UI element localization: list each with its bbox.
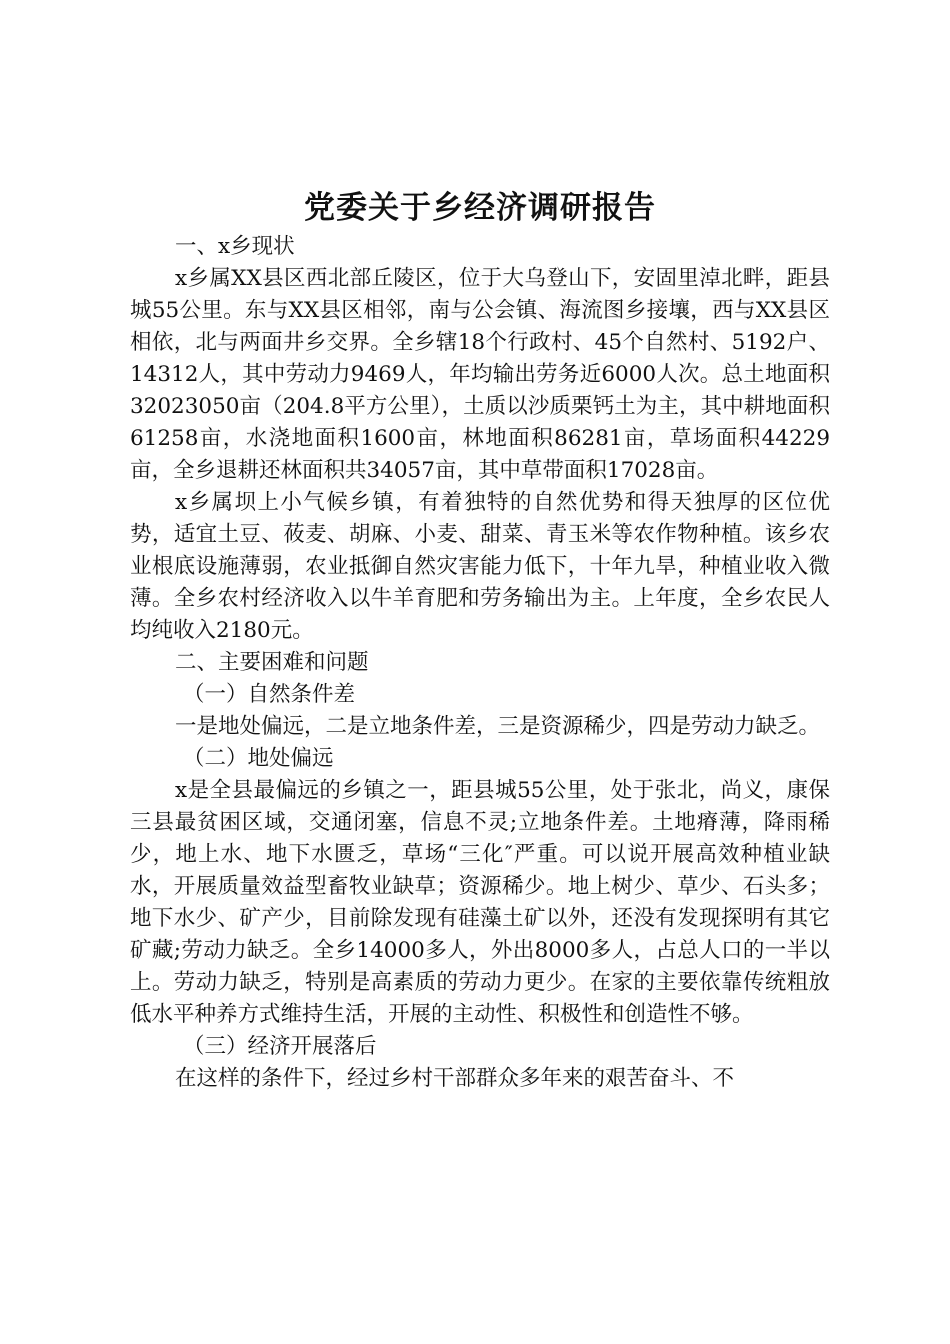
document-title: 党委关于乡经济调研报告 xyxy=(304,190,656,226)
subsection-heading: （二）地处偏远 xyxy=(183,746,334,771)
section-heading: 二、主要困难和问题 xyxy=(175,650,369,675)
paragraph: x乡属XX县区西北部丘陵区，位于大乌登山下，安固里淖北畔，距县城55公里。东与XX县区相邻，南与公会镇、海流图乡接壤，西与XX县区相依，北与两面井乡交界。全乡辖18个行政村、45个自然村、5192户、14312人，其中劳动力9469人，年均输出劳务近6000人次。总土地面积32023050亩（204.8平方公里），土质以沙质栗钙土为主，其中耕地面积61258亩，水浇地面积1600亩，林地面积86281亩，草场面积44229亩，全乡退耕还林面积共34057亩，其中草带面积17028亩。 xyxy=(130,266,830,483)
paragraph: 在这样的条件下，经过乡村干部群众多年来的艰苦奋斗、不 xyxy=(175,1066,735,1091)
paragraph: x是全县最偏远的乡镇之一，距县城55公里，处于张北，尚义，康保三县最贫困区域，交通闭塞，信息不灵;立地条件差。土地瘠薄，降雨稀少，地上水、地下水匮乏，草场“三化″严重。可以说开展高效种植业缺水，开展质量效益型畜牧业缺草；资源稀少。地上树少、草少、石头多；地下水少、矿产少，目前除发现有硅藻土矿以外，还没有发现探明有其它矿藏;劳动力缺乏。全乡14000多人，外出8000多人，占总人口的一半以上。劳动力缺乏，特别是高素质的劳动力更少。在家的主要依靠传统粗放低水平种养方式维持生活，开展的主动性、积极性和创造性不够。 xyxy=(130,778,830,1027)
subsection-heading: （一）自然条件差 xyxy=(183,682,356,707)
subsection-heading: （三）经济开展落后 xyxy=(183,1034,377,1059)
document-page xyxy=(130,185,830,1095)
paragraph: x乡属坝上小气候乡镇，有着独特的自然优势和得天独厚的区位优势，适宜土豆、莜麦、胡麻、小麦、甜菜、青玉米等农作物种植。该乡农业根底设施薄弱，农业抵御自然灾害能力低下，十年九旱，种植业收入微薄。全乡农村经济收入以牛羊育肥和劳务输出为主。上年度，全乡农民人均纯收入2180元。 xyxy=(130,490,830,643)
section-heading: 一、x乡现状 xyxy=(175,234,295,259)
paragraph: 一是地处偏远，二是立地条件差，三是资源稀少，四是劳动力缺乏。 xyxy=(175,714,821,739)
